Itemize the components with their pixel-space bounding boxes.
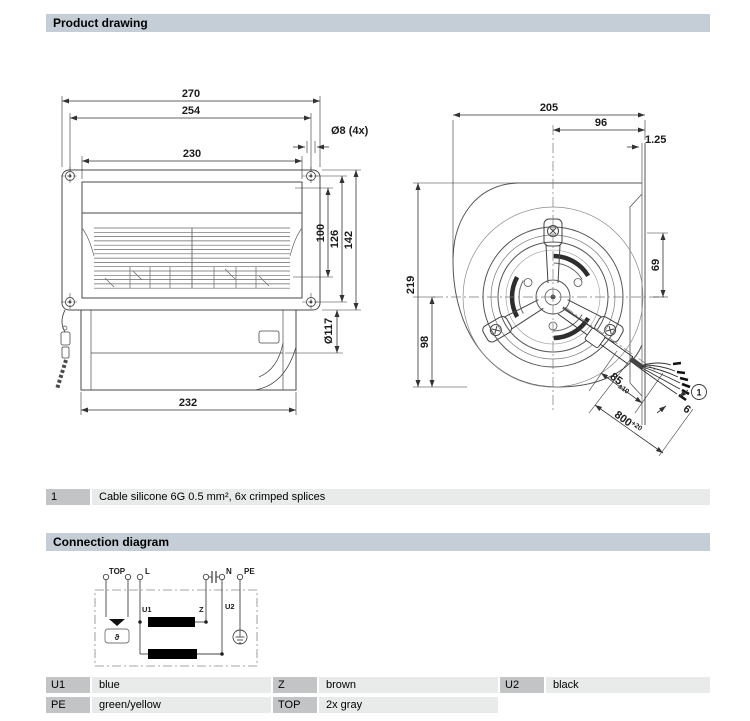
wire-value: black: [546, 677, 710, 693]
label-u2: U2: [225, 602, 235, 611]
thermal-glyph: ϑ: [114, 633, 120, 642]
motor-hub: [524, 279, 582, 331]
connection-diagram: [85, 560, 285, 672]
dim-69: 69: [650, 258, 662, 272]
terminal-top-label: TOP: [108, 567, 126, 576]
terminal-labels: [109, 567, 255, 576]
wire-key: TOP: [273, 697, 317, 713]
section-header-product-drawing: Product drawing: [46, 14, 710, 32]
section-header-connection-diagram: Connection diagram: [46, 533, 710, 551]
mounting-holes: [61, 167, 320, 311]
side-view-drawing: [405, 95, 740, 467]
wire-value: green/yellow: [92, 697, 271, 713]
wire-key: Z: [273, 677, 317, 693]
front-view-dimensions: [62, 96, 361, 415]
dim-230: 230: [182, 148, 202, 160]
crimped-splices: [673, 363, 690, 400]
dim-219: 219: [405, 275, 417, 295]
dim-126: 126: [329, 229, 341, 249]
terminal-pe-label: PE: [244, 567, 255, 576]
dim-1-25: 1.25: [645, 134, 667, 146]
dim-6: 6: [680, 402, 693, 417]
front-view-drawing: [45, 85, 385, 425]
node-labels: [142, 602, 235, 614]
terminal-n-label: N: [226, 567, 232, 576]
wire-value: brown: [319, 677, 498, 693]
wire-key: U2: [500, 677, 544, 693]
legend-text: Cable silicone 6G 0.5 mm², 6x crimped splices: [92, 489, 710, 505]
dim-232: 232: [178, 397, 198, 409]
wire-key: U1: [46, 677, 90, 693]
dim-inlet-dia: Ø117: [323, 317, 335, 345]
balloon-number: 1: [696, 387, 702, 398]
front-view-cable: [57, 310, 70, 389]
dim-85-tol: ±10: [616, 383, 631, 396]
dim-800-tol: +20: [629, 420, 644, 433]
main-winding: [148, 617, 195, 627]
dim-85: 85: [607, 370, 625, 388]
dim-98: 98: [419, 335, 431, 349]
inlet-grille: [82, 228, 302, 288]
label-z: Z: [199, 605, 204, 614]
aux-winding: [148, 649, 197, 659]
earth-symbol: [233, 630, 247, 644]
front-view-dim-labels: [179, 88, 369, 409]
wire-value: 2x gray: [319, 697, 498, 713]
wire-value: blue: [92, 677, 271, 693]
dim-96: 96: [594, 117, 608, 129]
dim-270: 270: [181, 88, 201, 100]
dim-205: 205: [539, 102, 559, 114]
dim-142: 142: [343, 230, 355, 250]
dim-cable-length: [612, 409, 644, 437]
legend-index: 1: [46, 489, 90, 505]
terminal-l-label: L: [145, 567, 150, 576]
dim-800: 800: [612, 408, 634, 430]
wire-key: PE: [46, 697, 90, 713]
label-u1: U1: [142, 605, 152, 614]
side-view-dim-labels: [405, 102, 693, 436]
balloon-callout: [692, 385, 707, 400]
front-view-flange: [62, 170, 320, 310]
dim-hole-dia: Ø8 (4x): [331, 125, 369, 137]
housing-bottom-view: [81, 310, 296, 390]
dim-100: 100: [315, 223, 327, 243]
thermal-contact: [105, 619, 129, 643]
dim-254: 254: [181, 105, 201, 117]
